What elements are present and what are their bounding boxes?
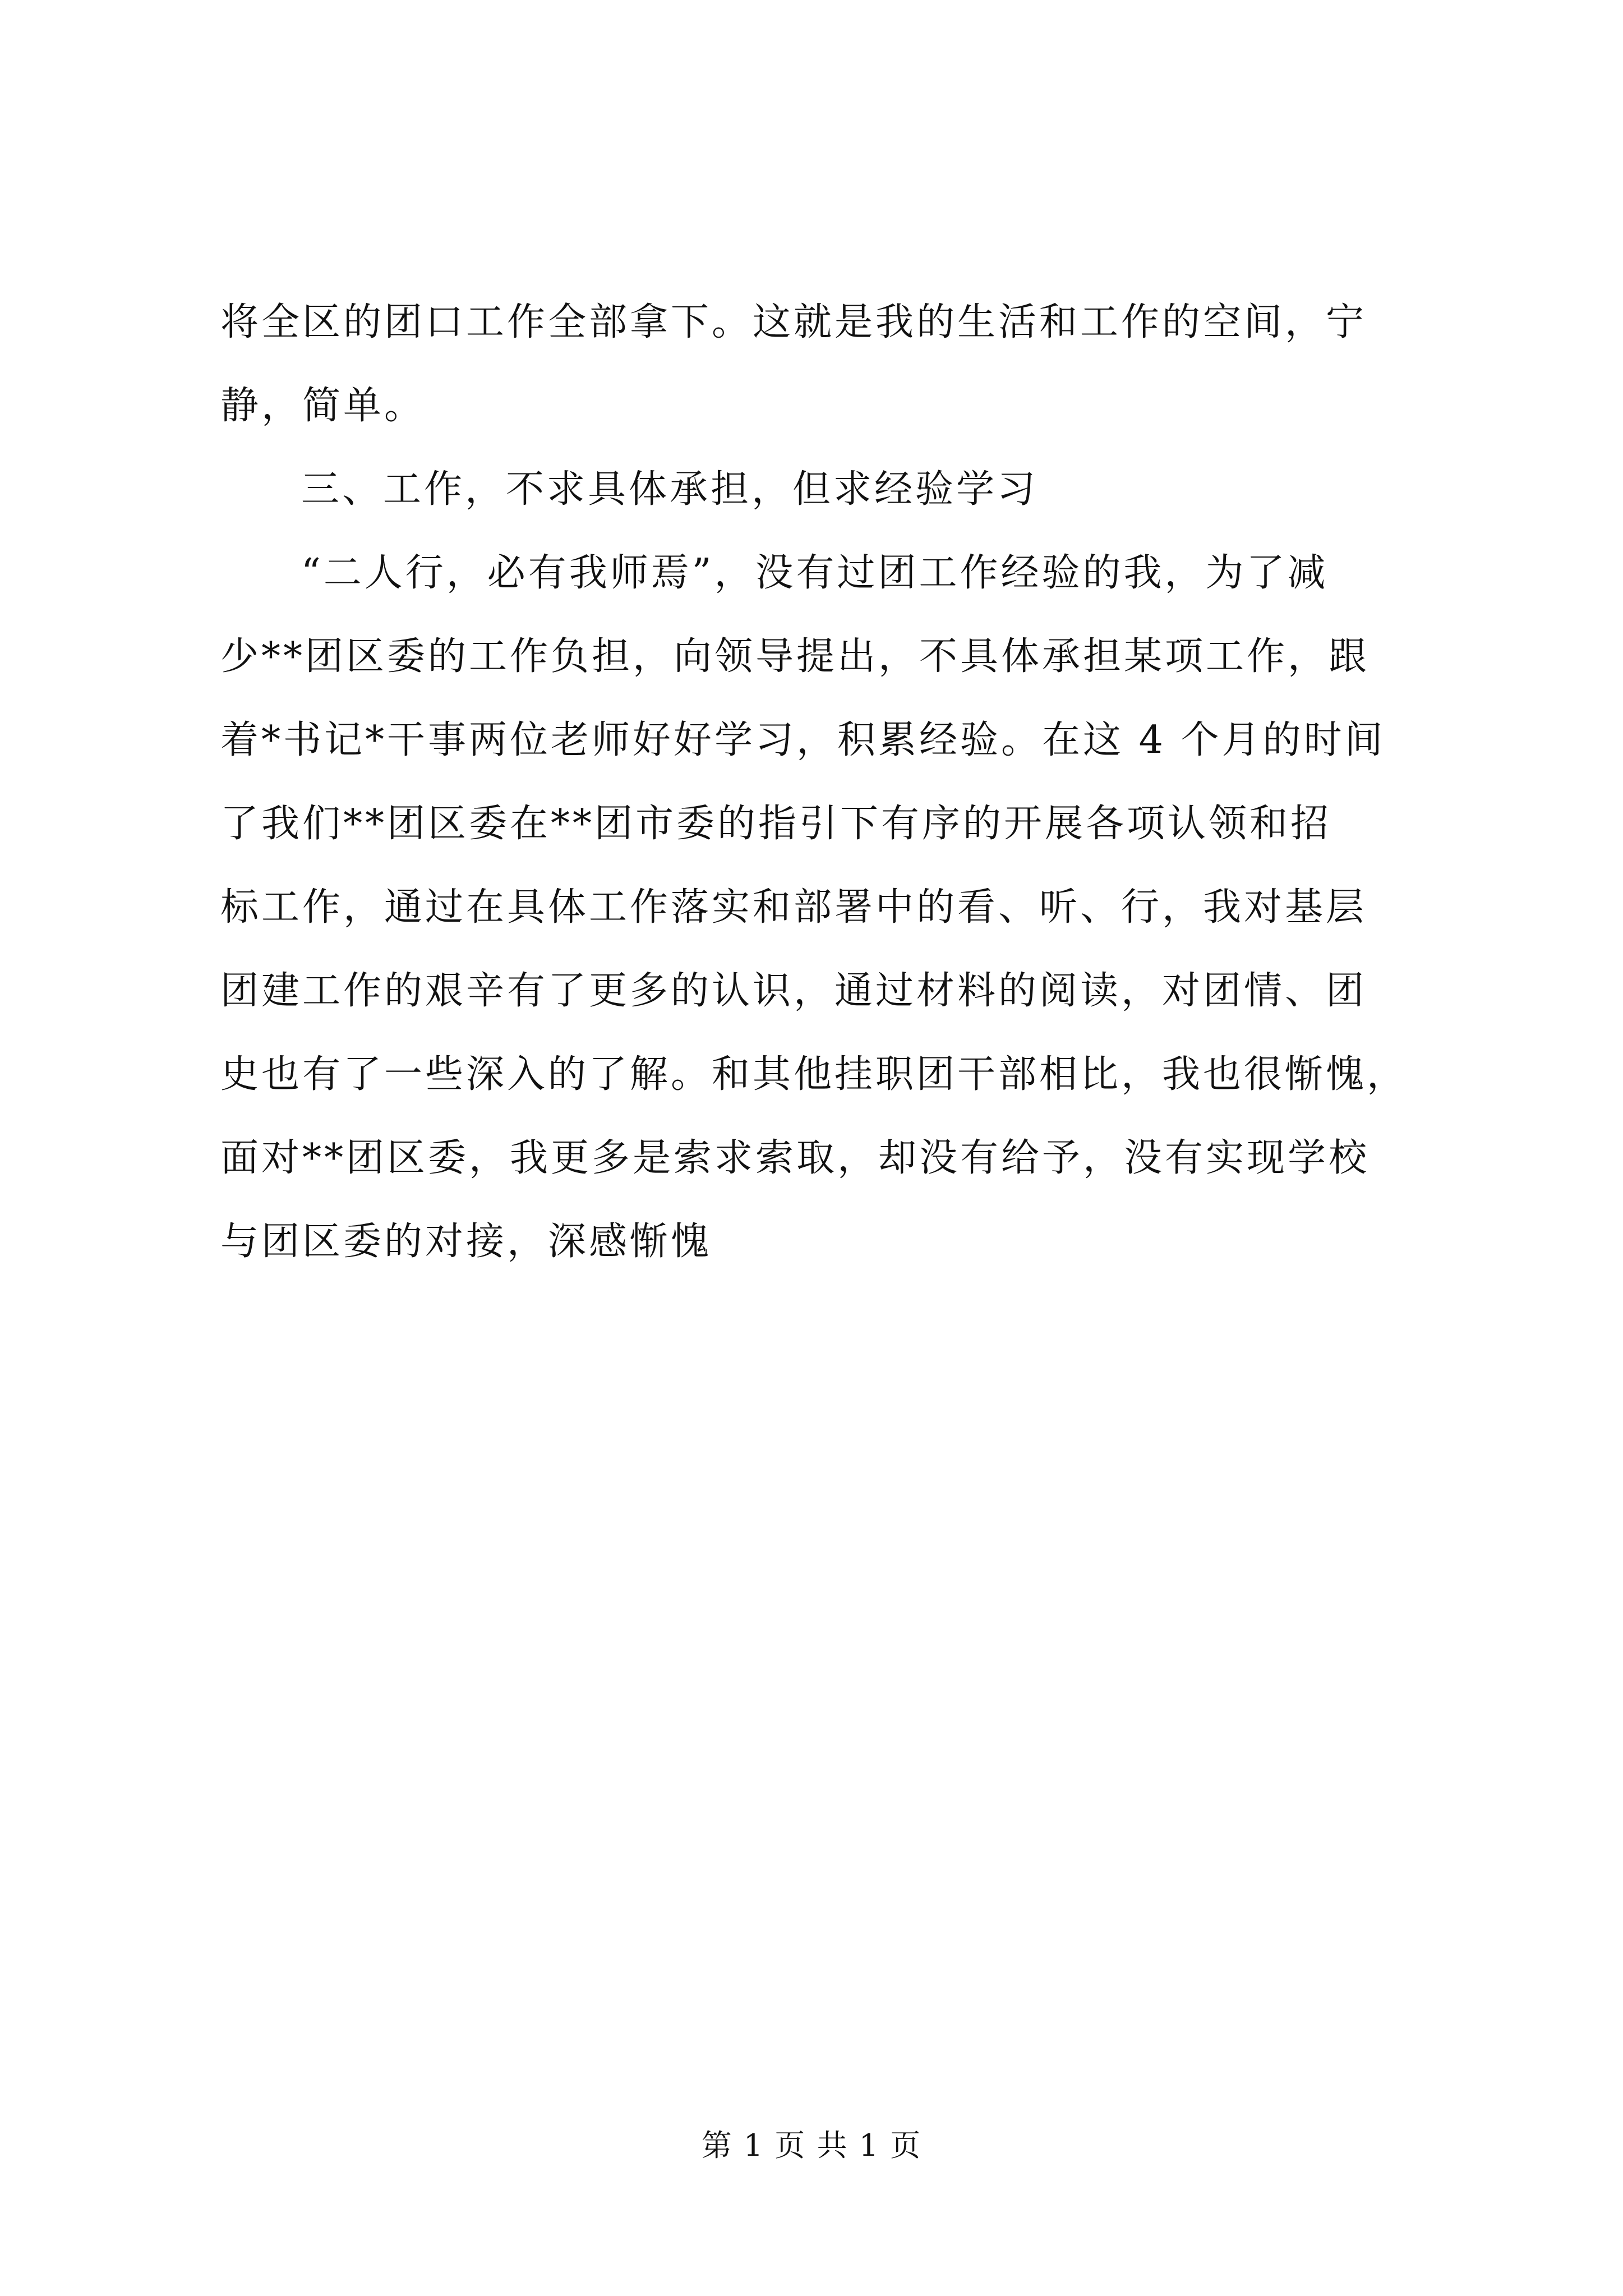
paragraph-line: 与团区委的对接，深感惭愧	[220, 1220, 712, 1264]
page-footer: 第 1 页 共 1 页	[701, 2128, 922, 2163]
paragraph-line: “二人行，必有我师焉”，没有过团工作经验的我，为了减	[301, 551, 1329, 595]
paragraph-line: 将全区的团口工作全部拿下。这就是我的生活和工作的空间，宁	[220, 300, 1367, 344]
document-body	[220, 280, 1421, 1283]
paragraph-line: 少**团区委的工作负担，向领导提出，不具体承担某项工作，跟	[220, 634, 1370, 679]
paragraph-line: 标工作，通过在具体工作落实和部署中的看、听、行，我对基层	[220, 885, 1367, 930]
paragraph-line: 面对**团区委，我更多是索求索取，却没有给予，没有实现学校	[220, 1136, 1370, 1180]
paragraph-line: 史也有了一些深入的了解。和其他挂职团干部相比，我也很惭愧，	[220, 1052, 1408, 1097]
paragraph-line: 了我们**团区委在**团市委的指引下有序的开展各项认领和招	[220, 802, 1332, 846]
paragraph-line: 静，简单。	[220, 384, 426, 428]
section-heading: 三、工作，不求具体承担，但求经验学习	[301, 467, 1039, 512]
paragraph-line: 团建工作的艰辛有了更多的认识，通过材料的阅读，对团情、团	[220, 969, 1367, 1013]
paragraph-line: 着*书记*干事两位老师好好学习，积累经验。在这 4 个月的时间	[220, 718, 1386, 762]
